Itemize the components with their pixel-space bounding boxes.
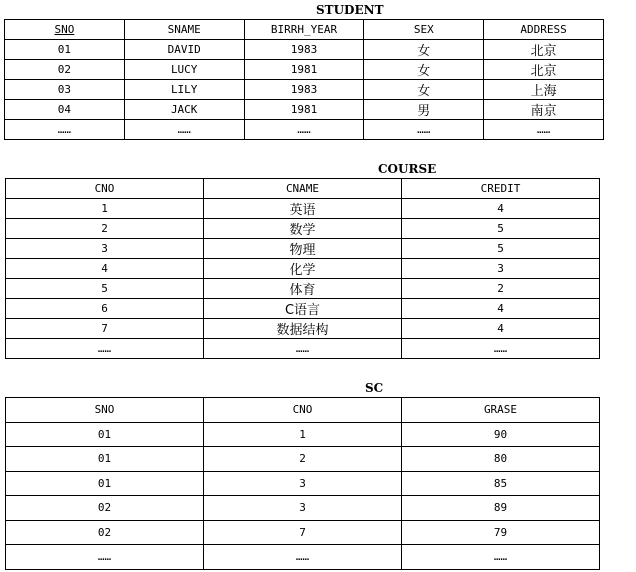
column-header-address: ADDRESS <box>484 20 604 40</box>
table-cell: 数学 <box>204 219 402 239</box>
column-header-grase: GRASE <box>402 398 600 423</box>
table-row <box>6 471 600 496</box>
table-cell: 5 <box>6 279 204 299</box>
table-cell: 3 <box>204 471 402 496</box>
table-cell: 4 <box>402 299 600 319</box>
sc-table-title: SC <box>365 381 384 395</box>
table-cell: 02 <box>6 496 204 521</box>
table-cell: 上海 <box>484 80 604 100</box>
table-cell: …… <box>484 120 604 140</box>
table-cell: 01 <box>6 422 204 447</box>
table-cell: …… <box>364 120 484 140</box>
column-header-credit: CREDIT <box>402 179 600 199</box>
table-cell: 85 <box>402 471 600 496</box>
table-cell: DAVID <box>124 40 244 60</box>
column-header-sno: SNO <box>5 20 125 40</box>
table-cell: 7 <box>6 319 204 339</box>
column-header-cno: CNO <box>204 398 402 423</box>
column-header-cno: CNO <box>6 179 204 199</box>
column-header-sname: SNAME <box>124 20 244 40</box>
table-cell: 01 <box>6 447 204 472</box>
table-cell: 02 <box>5 60 125 80</box>
table-cell: 03 <box>5 80 125 100</box>
table-header-row <box>5 20 604 40</box>
table-cell: 1983 <box>244 40 364 60</box>
table-row <box>6 279 600 299</box>
table-cell: 女 <box>364 40 484 60</box>
student-table <box>4 19 604 140</box>
table-cell: 女 <box>364 80 484 100</box>
table-cell: 2 <box>402 279 600 299</box>
table-cell: 01 <box>5 40 125 60</box>
sc-table <box>5 397 600 570</box>
table-row <box>6 447 600 472</box>
table-row <box>6 239 600 259</box>
table-cell: 1983 <box>244 80 364 100</box>
table-cell: 4 <box>402 199 600 219</box>
table-cell: 7 <box>204 520 402 545</box>
table-row <box>5 60 604 80</box>
table-cell: …… <box>402 339 600 359</box>
table-cell: 79 <box>402 520 600 545</box>
table-cell: 1 <box>204 422 402 447</box>
table-cell: 北京 <box>484 40 604 60</box>
table-cell: …… <box>204 545 402 570</box>
table-header-row <box>6 398 600 423</box>
table-cell: 物理 <box>204 239 402 259</box>
table-cell: 女 <box>364 60 484 80</box>
table-row <box>5 120 604 140</box>
table-row <box>6 422 600 447</box>
table-cell: 1981 <box>244 100 364 120</box>
course-table-title: COURSE <box>378 162 437 176</box>
table-cell: 6 <box>6 299 204 319</box>
table-cell: …… <box>402 545 600 570</box>
table-cell: LUCY <box>124 60 244 80</box>
table-cell: 3 <box>402 259 600 279</box>
table-row <box>6 299 600 319</box>
table-cell: 1981 <box>244 60 364 80</box>
table-header-row <box>6 179 600 199</box>
table-cell: 化学 <box>204 259 402 279</box>
table-cell: …… <box>124 120 244 140</box>
table-cell: 体育 <box>204 279 402 299</box>
table-cell: …… <box>204 339 402 359</box>
table-cell: 5 <box>402 219 600 239</box>
table-row <box>6 319 600 339</box>
column-header-sno: SNO <box>6 398 204 423</box>
table-cell: …… <box>244 120 364 140</box>
table-cell: LILY <box>124 80 244 100</box>
table-cell: 数据结构 <box>204 319 402 339</box>
table-row <box>5 40 604 60</box>
column-header-sex: SEX <box>364 20 484 40</box>
table-cell: 80 <box>402 447 600 472</box>
table-cell: C语言 <box>204 299 402 319</box>
table-row <box>6 496 600 521</box>
table-cell: 1 <box>6 199 204 219</box>
table-cell: 5 <box>402 239 600 259</box>
table-cell: 02 <box>6 520 204 545</box>
table-cell: …… <box>6 545 204 570</box>
table-cell: 2 <box>6 219 204 239</box>
table-cell: JACK <box>124 100 244 120</box>
table-cell: 01 <box>6 471 204 496</box>
table-row <box>6 339 600 359</box>
column-header-birth-year: BIRRH_YEAR <box>244 20 364 40</box>
table-row <box>6 545 600 570</box>
table-row <box>6 259 600 279</box>
table-cell: 89 <box>402 496 600 521</box>
table-cell: …… <box>5 120 125 140</box>
table-cell: 3 <box>6 239 204 259</box>
table-cell: …… <box>6 339 204 359</box>
column-header-cname: CNAME <box>204 179 402 199</box>
table-cell: 英语 <box>204 199 402 219</box>
table-cell: 90 <box>402 422 600 447</box>
table-row <box>6 199 600 219</box>
table-row <box>5 80 604 100</box>
table-cell: 南京 <box>484 100 604 120</box>
table-cell: 4 <box>6 259 204 279</box>
table-row <box>6 520 600 545</box>
table-cell: 04 <box>5 100 125 120</box>
table-cell: 2 <box>204 447 402 472</box>
course-table <box>5 178 600 359</box>
table-cell: 4 <box>402 319 600 339</box>
table-row <box>5 100 604 120</box>
table-cell: 北京 <box>484 60 604 80</box>
student-table-title: STUDENT <box>316 3 384 17</box>
table-row <box>6 219 600 239</box>
table-cell: 男 <box>364 100 484 120</box>
table-cell: 3 <box>204 496 402 521</box>
